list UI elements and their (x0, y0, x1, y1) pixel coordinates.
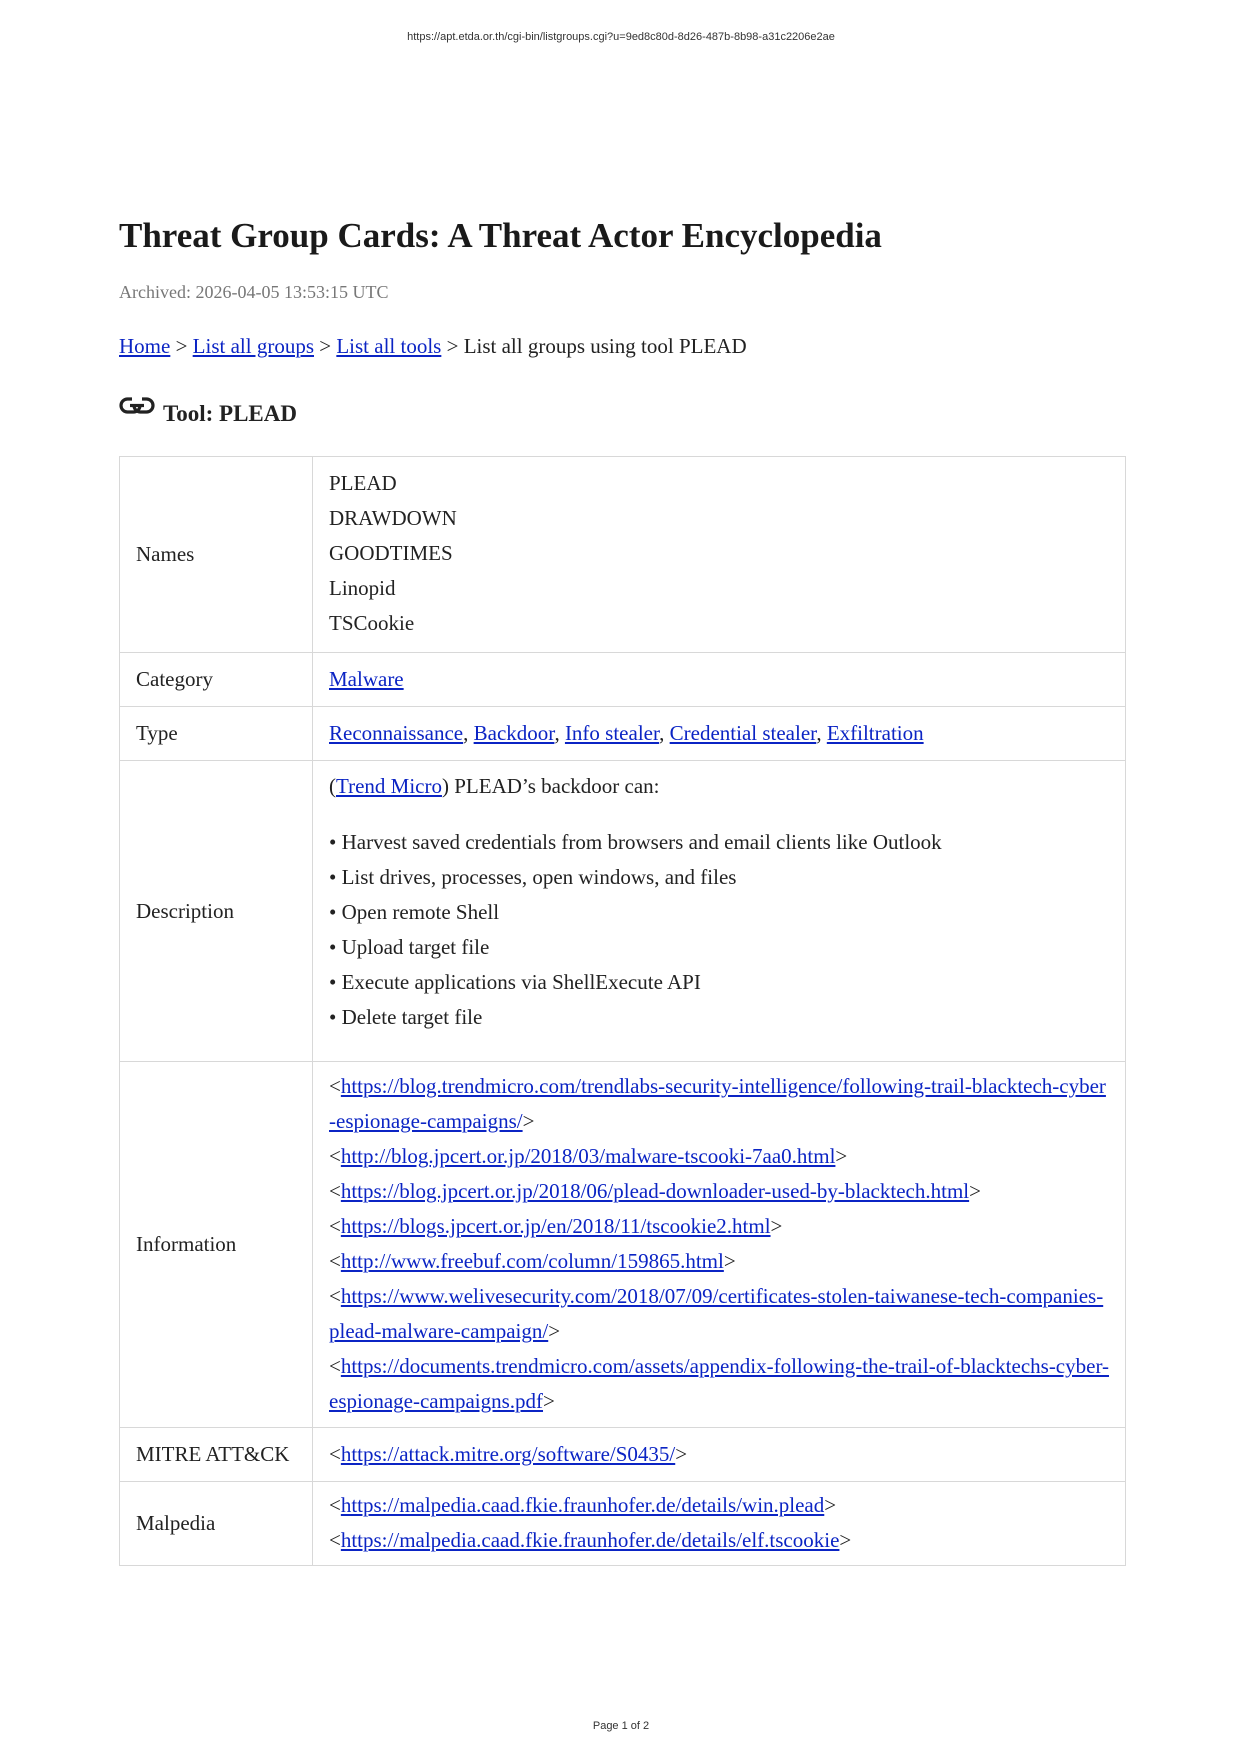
malpedia-item: <https://malpedia.caad.fkie.fraunhofer.de/details/elf.tscookie> (329, 1528, 852, 1552)
information-link[interactable]: http://blog.jpcert.or.jp/2018/03/malware-tscooki-7aa0.html (340, 1144, 836, 1168)
information-item: <https://documents.trendmicro.com/assets/appendix-following-the-trail-of-blacktechs-cyber-espionage-campaigns.pdf> (329, 1354, 1110, 1413)
information-item: <https://blogs.jpcert.or.jp/en/2018/11/tscookie2.html> (329, 1214, 783, 1238)
names-value (313, 457, 1126, 653)
table-row (120, 457, 1126, 653)
information-label: Information (120, 1062, 313, 1428)
breadcrumb-current: List all groups using tool PLEAD (463, 334, 747, 358)
breadcrumb-list-groups-link[interactable]: List all groups (192, 334, 314, 358)
information-value (313, 1062, 1126, 1428)
category-value (313, 653, 1126, 707)
breadcrumb-separator: > (319, 334, 332, 358)
mitre-label: MITRE ATT&CK (120, 1428, 313, 1482)
type-reconnaissance-link[interactable]: Reconnaissance (329, 721, 464, 745)
description-bullet: • List drives, processes, open windows, and files (329, 865, 737, 889)
description-bullet: • Execute applications via ShellExecute API (329, 970, 701, 994)
description-source-link[interactable]: Trend Micro (336, 774, 442, 798)
information-item: <https://blog.jpcert.or.jp/2018/06/plead-downloader-used-by-blacktech.html> (329, 1179, 981, 1203)
description-label: Description (120, 761, 313, 1062)
category-label: Category (120, 653, 313, 707)
table-row (120, 1482, 1126, 1566)
page-number: Page 1 of 2 (592, 1720, 650, 1732)
malpedia-link[interactable]: https://malpedia.caad.fkie.fraunhofer.de/details/win.plead (340, 1493, 825, 1517)
breadcrumb-home-link[interactable]: Home (119, 334, 171, 358)
archived-timestamp: Archived: 2026-04-05 13:53:15 UTC (119, 282, 389, 302)
information-link[interactable]: http://www.freebuf.com/column/159865.html (340, 1249, 724, 1273)
information-item: <https://blog.trendmicro.com/trendlabs-security-intelligence/following-trail-blacktech-cyber-espionage-campaigns/> (329, 1074, 1106, 1133)
breadcrumb-separator: > (446, 334, 459, 358)
information-link[interactable]: https://www.welivesecurity.com/2018/07/09/certificates-stolen-taiwanese-tech-companies-plead-malware-campaign/ (329, 1284, 1104, 1343)
type-label: Type (120, 707, 313, 761)
information-item: <http://blog.jpcert.or.jp/2018/03/malware-tscooki-7aa0.html> (329, 1144, 848, 1168)
information-link[interactable]: https://blog.jpcert.or.jp/2018/06/plead-downloader-used-by-blacktech.html (340, 1179, 970, 1203)
type-info-stealer-link[interactable]: Info stealer (564, 721, 660, 745)
information-link[interactable]: https://blog.trendmicro.com/trendlabs-security-intelligence/following-trail-blacktech-cyber-espionage-campaigns/ (329, 1074, 1106, 1133)
malpedia-item: <https://malpedia.caad.fkie.fraunhofer.de/details/win.plead> (329, 1493, 837, 1517)
description-value (313, 761, 1126, 1062)
type-backdoor-link[interactable]: Backdoor (473, 721, 555, 745)
table-row (120, 761, 1126, 1062)
description-intro-text: PLEAD’s backdoor can: (454, 774, 660, 798)
description-bullet: • Delete target file (329, 1005, 483, 1029)
malpedia-label: Malpedia (120, 1482, 313, 1566)
tool-card-table (119, 456, 1126, 1566)
table-row (120, 653, 1126, 707)
name-item: Linopid (329, 576, 396, 600)
category-malware-link[interactable]: Malware (329, 667, 404, 691)
breadcrumb (119, 332, 1125, 360)
information-link[interactable]: https://blogs.jpcert.or.jp/en/2018/11/tscookie2.html (340, 1214, 771, 1238)
tool-title: Tool: PLEAD (163, 401, 297, 426)
type-exfiltration-link[interactable]: Exfiltration (826, 721, 924, 745)
information-item: <https://www.welivesecurity.com/2018/07/09/certificates-stolen-taiwanese-tech-companies-plead-malware-campaign/> (329, 1284, 1104, 1343)
type-value: Reconnaissance, Backdoor, Info stealer, Credential stealer, Exfiltration (313, 707, 1126, 761)
description-bullet: • Upload target file (329, 935, 490, 959)
information-item: <http://www.freebuf.com/column/159865.html> (329, 1249, 736, 1273)
tool-heading (119, 394, 1125, 428)
breadcrumb-separator: > (175, 334, 188, 358)
description-bullet: • Open remote Shell (329, 900, 500, 924)
malpedia-link[interactable]: https://malpedia.caad.fkie.fraunhofer.de/details/elf.tscookie (340, 1528, 840, 1552)
mitre-link[interactable]: https://attack.mitre.org/software/S0435/ (340, 1442, 676, 1466)
description-intro: (Trend Micro) PLEAD’s backdoor can: (329, 774, 660, 798)
table-row (120, 1062, 1126, 1428)
print-header-url: https://apt.etda.or.th/cgi-bin/listgroups.cgi?u=9ed8c80d-8d26-487b-8b98-a31c2206e2ae (407, 31, 835, 43)
mitre-value: <https://attack.mitre.org/software/S0435/> (313, 1428, 1126, 1482)
type-credential-stealer-link[interactable]: Credential stealer (669, 721, 817, 745)
main-content (119, 215, 1125, 1566)
link-icon (119, 394, 155, 418)
information-link[interactable]: https://documents.trendmicro.com/assets/appendix-following-the-trail-of-blacktechs-cyber-espionage-campaigns.pdf (329, 1354, 1110, 1413)
page-title: Threat Group Cards: A Threat Actor Encyclopedia (119, 216, 882, 255)
description-bullet: • Harvest saved credentials from browsers and email clients like Outlook (329, 830, 942, 854)
names-label: Names (120, 457, 313, 653)
malpedia-value (313, 1482, 1126, 1566)
name-item: TSCookie (329, 611, 415, 635)
name-item: DRAWDOWN (329, 506, 457, 530)
table-row (120, 1428, 1126, 1482)
name-item: PLEAD (329, 471, 397, 495)
name-item: GOODTIMES (329, 541, 453, 565)
table-row (120, 707, 1126, 761)
breadcrumb-list-tools-link[interactable]: List all tools (336, 334, 442, 358)
